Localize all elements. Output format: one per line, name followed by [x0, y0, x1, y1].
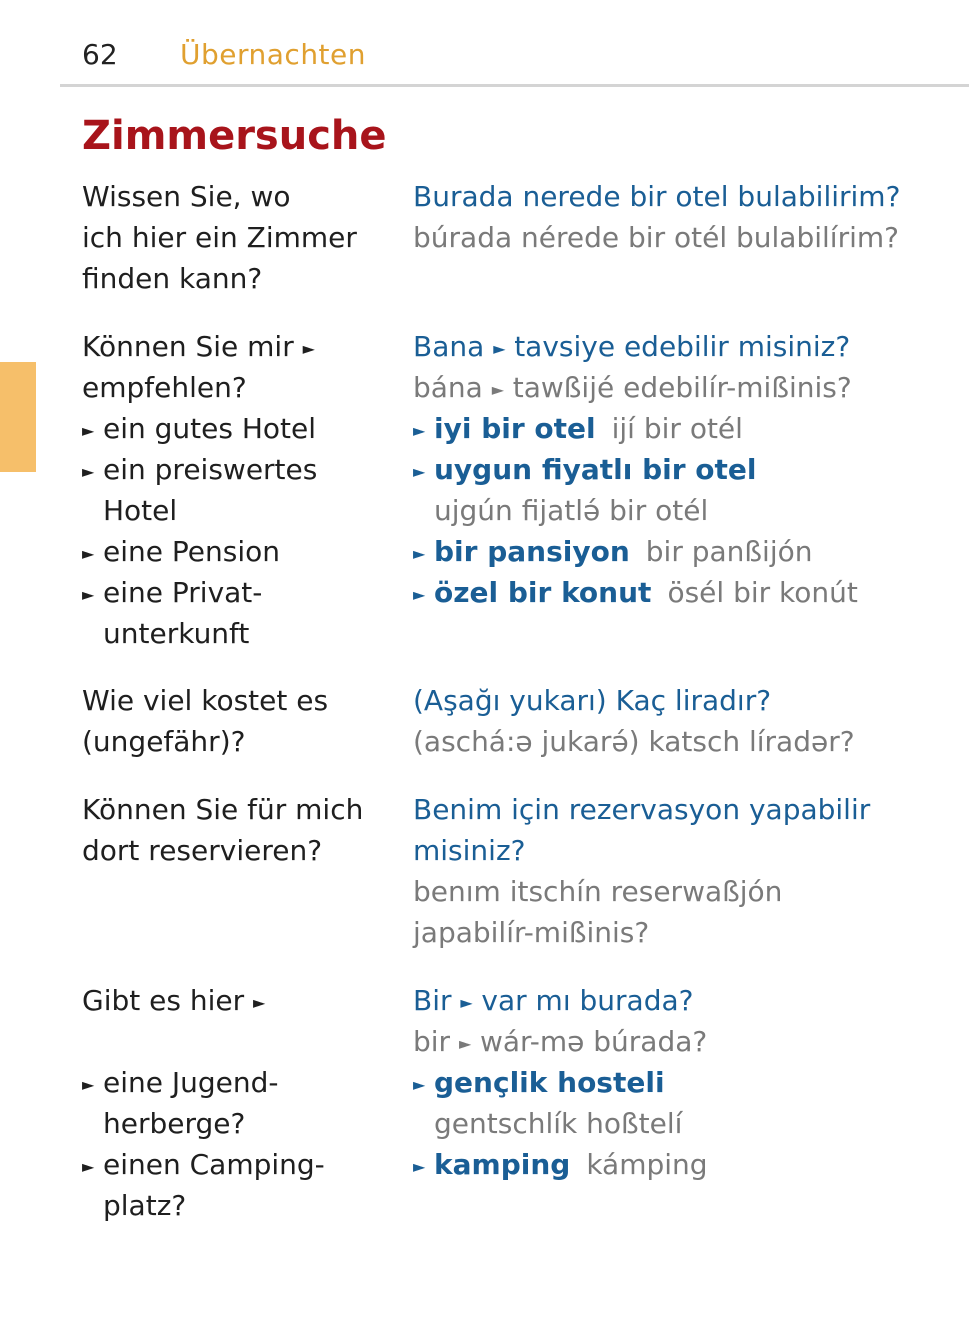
turkish-option: özel bir konut — [434, 576, 652, 609]
german-line: ich hier ein Zimmer — [82, 221, 357, 254]
slot-arrow-icon: ► — [491, 380, 505, 399]
turkish-option-line — [413, 531, 858, 572]
german-option-line — [82, 572, 324, 613]
german-phrase-recommend — [82, 326, 324, 654]
german-phrase-is-there — [82, 980, 325, 1226]
bullet-arrow-icon: ► — [82, 462, 95, 481]
german-text: Gibt es hier — [82, 984, 245, 1017]
german-option-line — [82, 531, 324, 572]
german-phrase-find-room — [82, 176, 357, 299]
chapter-tab-marker — [0, 362, 36, 472]
pronunciation-option: bir panßijón — [645, 535, 813, 568]
german-line — [82, 980, 325, 1021]
german-line: empfehlen? — [82, 371, 247, 404]
german-option: ein preiswertes — [103, 453, 318, 486]
pronunciation-line — [413, 367, 858, 408]
german-option: eine Jugend- — [103, 1066, 279, 1099]
german-line: Wie viel kostet es — [82, 684, 329, 717]
pronunciation-line: japabilír-mißinis? — [413, 916, 650, 949]
turkish-option: gençlik hosteli — [434, 1066, 665, 1099]
german-option-cont: Hotel — [103, 494, 178, 527]
turkish-line — [413, 980, 708, 1021]
german-line: (ungefähr)? — [82, 725, 246, 758]
german-option-line — [82, 408, 324, 449]
german-line: Können Sie für mich — [82, 793, 364, 826]
slot-arrow-icon: ► — [458, 1034, 472, 1053]
turkish-phrase-find-room — [413, 176, 900, 258]
turkish-option-line — [413, 572, 858, 613]
section-title: Zimmersuche — [82, 113, 387, 159]
slot-arrow-icon: ► — [460, 993, 473, 1012]
bullet-arrow-icon: ► — [413, 585, 426, 604]
turkish-phrase-price — [413, 680, 855, 762]
pronunciation-text: wár-mə búrada? — [479, 1025, 708, 1058]
pronunciation-line — [413, 1021, 708, 1062]
german-option: eine Privat- — [103, 576, 263, 609]
pronunciation-line: búrada nérede bir otél bulabilírim? — [413, 221, 899, 254]
german-phrase-reserve — [82, 789, 363, 871]
pronunciation-text: bána — [413, 371, 483, 404]
german-option-cont: herberge? — [103, 1107, 246, 1140]
german-option-cont: unterkunft — [103, 617, 250, 650]
german-line: finden kann? — [82, 262, 263, 295]
bullet-arrow-icon: ► — [413, 544, 426, 563]
slot-arrow-icon: ► — [302, 339, 315, 358]
german-option-line — [82, 1144, 325, 1185]
pronunciation-option: kámping — [586, 1148, 708, 1181]
page-number: 62 — [82, 38, 118, 71]
turkish-option: kamping — [434, 1148, 571, 1181]
turkish-line: misiniz? — [413, 834, 526, 867]
pronunciation-text: tawßijé edebilír-mißinis? — [512, 371, 852, 404]
turkish-phrase-reserve — [413, 789, 870, 953]
turkish-text: tavsiye edebilir misiniz? — [514, 330, 851, 363]
pronunciation-line: (aschá:ə jukarə́) katsch líradər? — [413, 725, 855, 758]
german-line: Wissen Sie, wo — [82, 180, 291, 213]
bullet-arrow-icon: ► — [413, 1075, 426, 1094]
bullet-arrow-icon: ► — [82, 421, 95, 440]
pronunciation-option: ösél bir konút — [667, 576, 858, 609]
bullet-arrow-icon: ► — [413, 421, 426, 440]
german-option-cont: platz? — [103, 1189, 187, 1222]
bullet-arrow-icon: ► — [82, 544, 95, 563]
german-line — [82, 326, 324, 367]
bullet-arrow-icon: ► — [82, 1157, 95, 1176]
german-text: Können Sie mir — [82, 330, 294, 363]
turkish-option-line — [413, 1144, 708, 1185]
bullet-arrow-icon: ► — [82, 1075, 95, 1094]
bullet-arrow-icon: ► — [413, 462, 426, 481]
slot-arrow-icon: ► — [253, 993, 266, 1012]
header-rule — [60, 84, 969, 87]
chapter-title: Übernachten — [180, 38, 367, 71]
turkish-option-line — [413, 449, 858, 490]
turkish-text: Bir — [413, 984, 452, 1017]
turkish-option-line — [413, 408, 858, 449]
german-option: eine Pension — [103, 535, 280, 568]
german-line: dort reservieren? — [82, 834, 323, 867]
turkish-option: bir pansiyon — [434, 535, 630, 568]
slot-arrow-icon: ► — [493, 339, 506, 358]
turkish-option: iyi bir otel — [434, 412, 596, 445]
turkish-option: uygun fiyatlı bir otel — [434, 453, 757, 486]
pronunciation-option: gentschlík hoßtelí — [434, 1107, 683, 1140]
pronunciation-text: bir — [413, 1025, 451, 1058]
pronunciation-line: benım itschín reserwaßjón — [413, 875, 783, 908]
turkish-line: Burada nerede bir otel bulabilirim? — [413, 180, 901, 213]
pronunciation-option: ijí bir otél — [611, 412, 743, 445]
turkish-option-line — [413, 1062, 708, 1103]
german-phrase-price — [82, 680, 328, 762]
turkish-line: (Aşağı yukarı) Kaç liradır? — [413, 684, 772, 717]
bullet-arrow-icon: ► — [413, 1157, 426, 1176]
turkish-phrase-is-there — [413, 980, 708, 1185]
turkish-text: Bana — [413, 330, 485, 363]
german-option-line — [82, 1062, 325, 1103]
turkish-line: Benim için rezervasyon yapabilir — [413, 793, 871, 826]
german-option: ein gutes Hotel — [103, 412, 317, 445]
turkish-phrase-recommend — [413, 326, 858, 613]
turkish-line — [413, 326, 858, 367]
pronunciation-option: ujgún fijatlə́ bir otél — [434, 494, 709, 527]
turkish-text: var mı burada? — [481, 984, 694, 1017]
german-option: einen Camping- — [103, 1148, 325, 1181]
german-option-line — [82, 449, 324, 490]
bullet-arrow-icon: ► — [82, 585, 95, 604]
